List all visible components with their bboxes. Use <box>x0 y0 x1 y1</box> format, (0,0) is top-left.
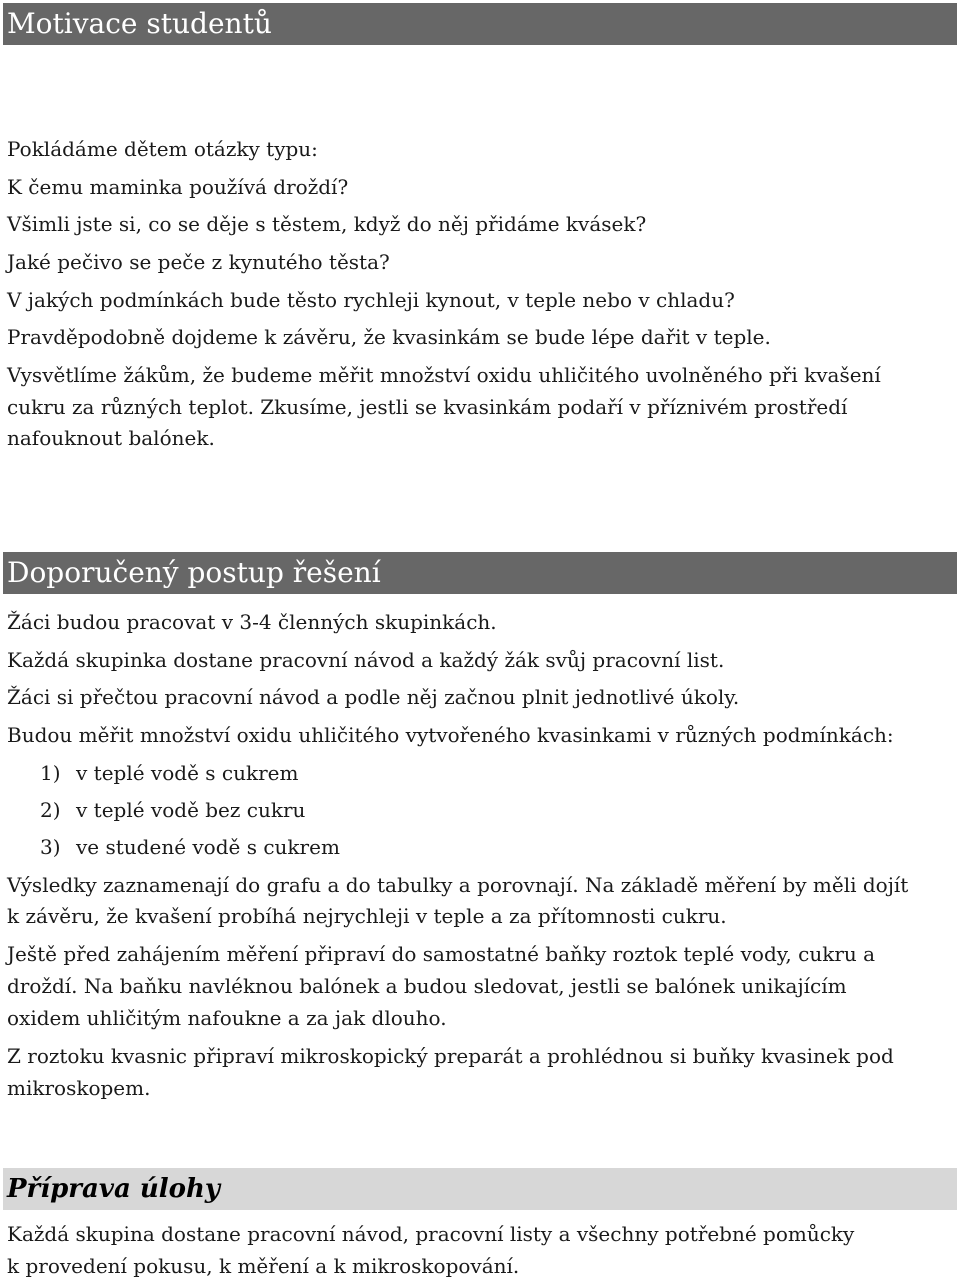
procedure-line: Žáci si přečtou pracovní návod a podle něj začnou plnit jednotlivé úkoly. <box>7 685 740 709</box>
preparation-line: Každá skupina dostane pracovní návod, pracovní listy a všechny potřebné pomůcky <box>7 1222 855 1246</box>
motivation-line: V jakých podmínkách bude těsto rychleji kynout, v teple nebo v chladu? <box>7 288 735 312</box>
condition-number: 3) <box>40 835 61 859</box>
section-heading-preparation: Příprava úlohy <box>3 1168 957 1210</box>
motivation-line: Pravděpodobně dojdeme k závěru, že kvasinkám se bude lépe dařit v teple. <box>7 325 771 349</box>
section-heading-motivation: Motivace studentů <box>3 3 957 45</box>
motivation-line: Jaké pečivo se peče z kynutého těsta? <box>7 250 390 274</box>
results-line: Výsledky zaznamenají do grafu a do tabulky a porovnají. Na základě měření by měli dojít <box>7 873 909 897</box>
condition-text: v teplé vodě s cukrem <box>76 761 299 785</box>
preparation-line: k provedení pokusu, k měření a k mikroskopování. <box>7 1254 520 1278</box>
prep-line: oxidem uhličitým nafoukne a za jak dlouho. <box>7 1006 447 1030</box>
condition-text: v teplé vodě bez cukru <box>76 798 306 822</box>
microscope-line: Z roztoku kvasnic připraví mikroskopický preparát a prohlédnou si buňky kvasinek pod <box>7 1044 894 1068</box>
procedure-line: Budou měřit množství oxidu uhličitého vytvořeného kvasinkami v různých podmínkách: <box>7 723 894 747</box>
motivation-line: cukru za různých teplot. Zkusíme, jestli se kvasinkám podaří v příznivém prostředí <box>7 395 848 419</box>
results-line: k závěru, že kvašení probíhá nejrychleji v teple a za přítomnosti cukru. <box>7 904 727 928</box>
section-heading-procedure: Doporučený postup řešení <box>3 552 957 594</box>
prep-line: Ještě před zahájením měření připraví do samostatné baňky roztok teplé vody, cukru a <box>7 942 876 966</box>
condition-text: ve studené vodě s cukrem <box>76 835 340 859</box>
motivation-line: Pokládáme dětem otázky typu: <box>7 137 318 161</box>
procedure-line: Žáci budou pracovat v 3-4 členných skupinkách. <box>7 610 497 634</box>
prep-line: droždí. Na baňku navléknou balónek a budou sledovat, jestli se balónek unikajícím <box>7 974 847 998</box>
motivation-line: nafouknout balónek. <box>7 426 215 450</box>
procedure-line: Každá skupinka dostane pracovní návod a každý žák svůj pracovní list. <box>7 648 725 672</box>
microscope-line: mikroskopem. <box>7 1076 151 1100</box>
motivation-line: K čemu maminka používá droždí? <box>7 175 349 199</box>
motivation-line: Všimli jste si, co se děje s těstem, když do něj přidáme kvásek? <box>7 212 647 236</box>
motivation-line: Vysvětlíme žákům, že budeme měřit množství oxidu uhličitého uvolněného při kvašení <box>7 363 881 387</box>
condition-number: 2) <box>40 798 61 822</box>
condition-number: 1) <box>40 761 61 785</box>
